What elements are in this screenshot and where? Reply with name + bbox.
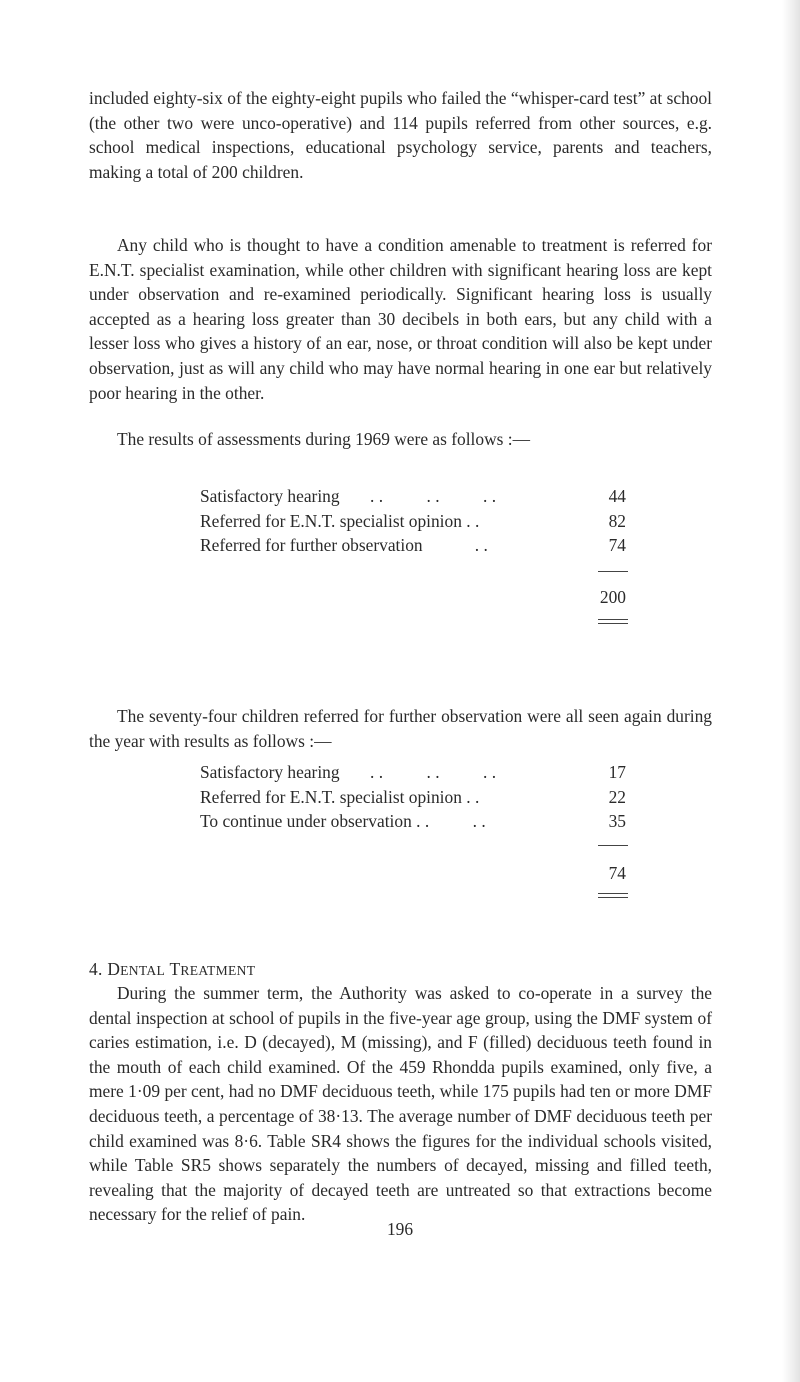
row-label: Referred for E.N.T. specialist opinion . . — [200, 786, 480, 807]
paragraph-dental-survey: During the summer term, the Authority was asked to co-operate in a survey the dental inspection at school of pupils in the five-year age group, using the DMF system of caries estimation, i.e. D (decayed), M (missing), and F (filled) deciduous teeth found in the mouth of each child examined. Of the 459 Rhondda pupils examined, only five, a mere 1·09 per cent, had no DMF deciduous teeth, while 175 pupils had ten or more DMF deciduous teeth, a percentage of 38·13. The average number of DMF deciduous teeth per child examined was 8·6. Table SR4 shows the figures for the individual schools visited, while Table SR5 shows separately the numbers of decayed, missing and filled teeth, revealing that the majority of decayed teeth are untreated so that extractions become necessary for the relief of pain. — [89, 983, 712, 1225]
row-value: 17 — [608, 762, 626, 782]
row-label: Satisfactory hearing . . . . . . — [200, 762, 497, 782]
section-heading-dental-treatment — [89, 957, 255, 984]
paragraph-whisper-card: included eighty-six of the eighty-eight pupils who failed the “whisper-card test” at school (the other two were unco-operative) and 114 pupils referred from other sources, e.g. school medical inspections, educational psychology service, parents and teachers, making a total of 200 children. — [89, 88, 712, 182]
row-value: 22 — [608, 786, 626, 807]
row-value: 74 — [608, 535, 626, 555]
table-row — [200, 809, 630, 834]
row-value: 35 — [608, 811, 626, 831]
table-row — [200, 509, 630, 534]
assessment-results-table — [200, 484, 630, 607]
heading-smallcaps: REATMENT — [180, 963, 256, 978]
table-row — [200, 533, 630, 558]
table-row — [200, 760, 630, 785]
double-rule — [598, 893, 628, 898]
heading-smallcaps: ENTAL — [120, 963, 166, 978]
heading-initial: T — [169, 959, 181, 979]
section-number: 4. — [89, 959, 103, 979]
sum-rule — [598, 845, 628, 846]
page-edge-shadow — [782, 0, 800, 1382]
row-value: 82 — [608, 510, 626, 531]
paragraph-ent-referral: Any child who is thought to have a condition amenable to treatment is referred for E.N.T. specialist examination, while other children with significant hearing loss are kept under observation and re-examined periodically. Significant hearing loss is usually accepted as a hearing loss greater than 30 decibels in both ears, but any child with a lesser loss who gives a history of an ear, nose, or throat condition will also be kept under observation, just as will any child who may have normal hearing in one ear but relatively poor hearing in the other. — [89, 235, 712, 403]
row-leader: . . . . . . — [370, 762, 497, 782]
row-value: 44 — [608, 486, 626, 506]
table-row — [200, 785, 630, 810]
table-row — [200, 484, 630, 509]
row-label: To continue under observation . . . . — [200, 811, 486, 831]
paragraph-results-intro: The results of assessments during 1969 were as follows :— — [117, 429, 530, 449]
sum-rule — [598, 571, 628, 572]
double-rule — [598, 619, 628, 624]
row-leader: . . — [466, 786, 480, 807]
heading-initial: D — [107, 959, 121, 979]
row-leader: . . — [474, 535, 488, 555]
row-label: Referred for further observation . . — [200, 535, 488, 555]
followup-results-table — [200, 760, 630, 883]
paragraph-followup-intro: The seventy-four children referred for further observation were all seen again during the year with results as follows :— — [89, 706, 712, 751]
row-leader: . . . . — [416, 811, 486, 831]
row-label: Satisfactory hearing . . . . . . — [200, 486, 497, 506]
row-label: Referred for E.N.T. specialist opinion . . — [200, 510, 480, 531]
page-number: 196 — [386, 1219, 414, 1239]
table-total: 74 — [608, 863, 626, 883]
row-leader: . . — [466, 510, 480, 531]
table-total: 200 — [599, 587, 626, 607]
row-leader: . . . . . . — [370, 486, 497, 506]
